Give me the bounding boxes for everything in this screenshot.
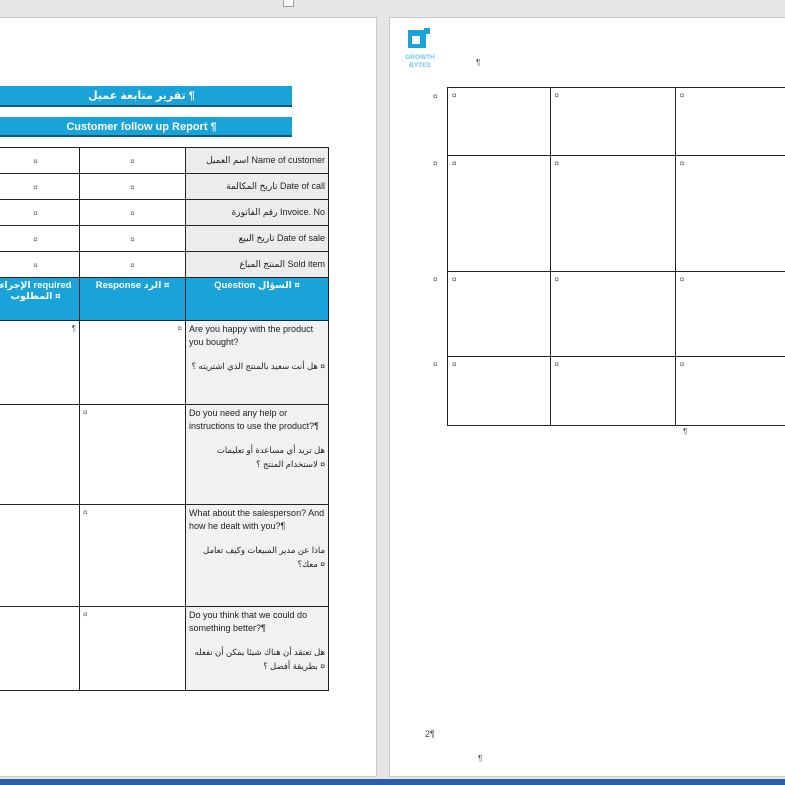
paragraph-mark: ¶	[476, 58, 481, 67]
table-cell[interactable]: ¤	[550, 357, 675, 426]
table-row	[0, 200, 329, 226]
header-action-required[interactable]: الإجراء required المطلوب ¤	[0, 278, 80, 321]
table-cell[interactable]	[80, 148, 186, 174]
report-title-arabic: تقرير متابعة عميل ¶	[0, 86, 292, 107]
cell-end-mark: ¤	[130, 156, 135, 166]
cell-end-mark: ¤	[83, 508, 88, 517]
cell-end-mark: ¤	[130, 182, 135, 192]
table-cell[interactable]	[80, 226, 186, 252]
table-cell[interactable]	[80, 505, 186, 607]
question-arabic: هل أنت سعيد بالمنتج الذي اشتريته ؟ ¤	[191, 361, 325, 371]
table-cell[interactable]: ¤	[448, 156, 551, 272]
question-arabic: هل تعتقد أن هناك شيئا يمكن أن نفعله بطريقة أفضل ؟ ¤	[194, 647, 325, 671]
cell-end-mark: ¶	[71, 324, 76, 333]
cell-end-mark: ¤	[130, 208, 135, 218]
table-cell[interactable]: ¤	[448, 88, 551, 156]
table-row	[448, 88, 785, 156]
document-page-1	[0, 17, 377, 777]
table-cell[interactable]	[0, 252, 80, 278]
question-english: What about the salesperson? And how he dealt with you?¶	[189, 508, 325, 531]
question-english: Do you need any help or instructions to use the product?¶	[189, 408, 319, 431]
table-cell[interactable]	[0, 226, 80, 252]
table-cell[interactable]: ¤	[675, 272, 785, 357]
table-row	[0, 226, 329, 252]
paragraph-mark: ¶	[683, 427, 688, 436]
table-cell[interactable]	[0, 607, 80, 691]
question-cell[interactable]	[186, 505, 329, 607]
table-cell[interactable]: ¤	[448, 272, 551, 357]
paragraph-mark: ¶	[478, 754, 483, 763]
question-cell[interactable]	[186, 607, 329, 691]
cell-end-mark: ¤	[33, 182, 38, 192]
table-cell[interactable]	[80, 405, 186, 505]
table-row	[448, 357, 785, 426]
document-page-2	[389, 17, 785, 777]
page-number: 2¶	[425, 729, 435, 739]
cell-end-mark: ¤	[33, 156, 38, 166]
table-row	[0, 174, 329, 200]
table-cell[interactable]	[0, 321, 80, 405]
table-cell[interactable]	[80, 607, 186, 691]
header-response[interactable]: Response الرد ¤	[80, 278, 186, 321]
table-cell[interactable]	[80, 321, 186, 405]
cell-end-mark: ¤	[83, 408, 88, 417]
table-cell[interactable]: ¤	[675, 88, 785, 156]
follow-up-table	[0, 147, 329, 691]
cell-end-mark: ¤	[33, 234, 38, 244]
row-end-mark: ¤	[433, 360, 438, 369]
table-cell[interactable]: ¤	[675, 156, 785, 272]
cell-end-mark: ¤	[130, 260, 135, 270]
table-cell[interactable]	[0, 148, 80, 174]
table-row	[448, 272, 785, 357]
cell-end-mark: ¤	[33, 208, 38, 218]
report-title-english: Customer follow up Report ¶	[0, 117, 292, 137]
table-cell[interactable]	[0, 405, 80, 505]
table-cell[interactable]	[80, 200, 186, 226]
table-cell[interactable]: ¤	[550, 88, 675, 156]
table-cell[interactable]	[0, 505, 80, 607]
table-cell[interactable]: ¤	[448, 357, 551, 426]
question-english: Are you happy with the product you bought?	[189, 324, 314, 347]
info-label-cell[interactable]: تاريخ المكالمة Date of call	[186, 174, 329, 200]
page-resize-handle[interactable]	[283, 0, 294, 7]
table-row	[0, 148, 329, 174]
cell-end-mark: ¤	[130, 234, 135, 244]
table-cell[interactable]	[80, 252, 186, 278]
continuation-table	[447, 87, 785, 426]
table-row	[0, 505, 329, 607]
table-row	[0, 607, 329, 691]
table-row	[0, 321, 329, 405]
table-cell[interactable]: ¤	[550, 156, 675, 272]
table-cell[interactable]: ¤	[550, 272, 675, 357]
question-english: Do you think that we could do something better?¶	[189, 610, 308, 633]
cell-end-mark: ¤	[177, 324, 182, 333]
table-cell[interactable]	[80, 174, 186, 200]
info-label-cell[interactable]: رقم الفاتورة Invoice. No	[186, 200, 329, 226]
cell-end-mark: ¤	[33, 260, 38, 270]
info-label-cell[interactable]: المنتج المباع Sold item	[186, 252, 329, 278]
table-header-row	[0, 278, 329, 321]
table-cell[interactable]	[0, 174, 80, 200]
logo-text: GROWTH BYTES	[405, 54, 435, 69]
info-label-cell[interactable]: تاريخ البيع Date of sale	[186, 226, 329, 252]
row-end-mark: ¤	[433, 159, 438, 168]
row-end-mark: ¤	[433, 275, 438, 284]
growth-bytes-logo	[400, 28, 440, 74]
table-cell[interactable]	[0, 200, 80, 226]
table-row	[0, 252, 329, 278]
question-arabic: هل تريد أي مساعدة أو تعليمات لاستخدام المنتج ؟ ¤	[216, 445, 325, 469]
table-cell[interactable]: ¤	[675, 357, 785, 426]
row-end-mark: ¤	[433, 92, 438, 101]
question-arabic: ماذا عن مدير المبيعات وكيف تعامل معك؟ ¤	[203, 545, 325, 569]
info-label-cell[interactable]: اسم العميل Name of customer	[186, 148, 329, 174]
question-cell[interactable]	[186, 405, 329, 505]
taskbar	[0, 779, 785, 785]
header-question[interactable]: Question السؤال ¤	[186, 278, 329, 321]
question-cell[interactable]	[186, 321, 329, 405]
table-row	[448, 156, 785, 272]
table-row	[0, 405, 329, 505]
cell-end-mark: ¤	[83, 610, 88, 619]
